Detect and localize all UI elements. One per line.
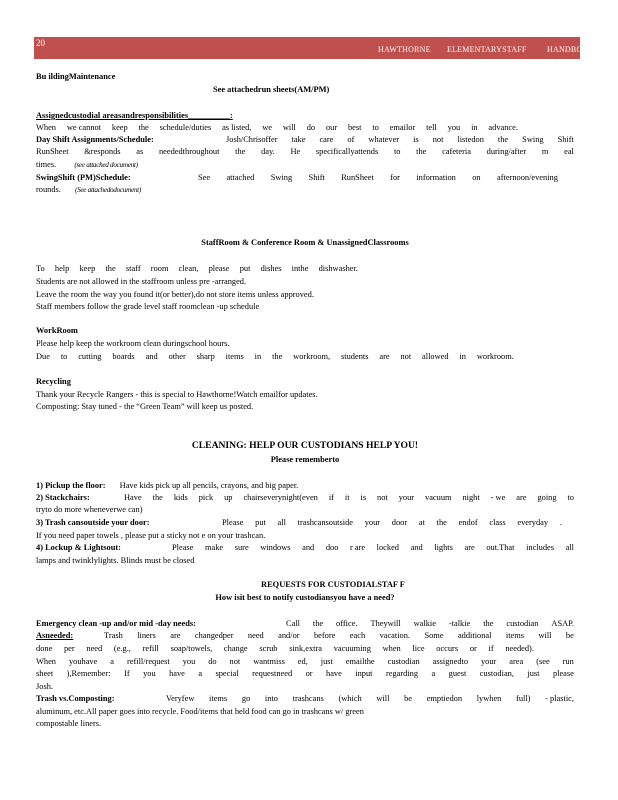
word: as listed, <box>222 123 252 132</box>
word: if <box>328 493 334 502</box>
word: refill/request <box>126 657 170 666</box>
word: and <box>410 543 423 552</box>
word: Call <box>286 619 300 628</box>
building-line2 <box>226 135 574 145</box>
word: each <box>349 631 366 640</box>
word: are <box>464 543 475 552</box>
word: guest <box>448 669 467 678</box>
word: Swing <box>522 135 544 144</box>
word: (see <box>536 657 550 666</box>
word: door <box>391 518 408 527</box>
word: boards <box>112 352 135 361</box>
item4-text <box>172 543 574 553</box>
word: not <box>229 657 241 666</box>
word: keep <box>111 123 128 132</box>
item2-cont: tryto do more wheneverwe can) <box>36 505 143 514</box>
word: vacuuming <box>333 644 371 653</box>
word: run <box>562 657 574 666</box>
word: have <box>169 669 185 678</box>
word: not <box>400 352 412 361</box>
word: regarding <box>385 669 419 678</box>
word: r are <box>349 543 366 552</box>
word: vacation. <box>379 631 411 640</box>
word: ASAP. <box>551 619 574 628</box>
trash-end: compostable liners. <box>36 719 102 728</box>
word: (e.g., <box>113 644 131 653</box>
word: windows <box>260 543 291 552</box>
word: afternoon/evening <box>496 173 558 182</box>
word: the <box>312 619 324 628</box>
requests-subtitle: How isit best to notify custodiansyou have a need? <box>215 593 395 602</box>
word: scrub <box>259 644 278 653</box>
word: take <box>291 135 306 144</box>
word: Some <box>424 631 444 640</box>
word: special <box>215 669 239 678</box>
word: in <box>254 352 262 361</box>
workroom-title: WorkRoom <box>36 326 78 335</box>
word: office. <box>336 619 358 628</box>
word: the <box>497 135 509 144</box>
word: input <box>355 669 373 678</box>
item2-text <box>124 493 574 503</box>
word: keep <box>79 264 96 273</box>
word: emptiedon <box>426 694 463 703</box>
word: information <box>416 173 456 182</box>
header-banner <box>34 37 595 59</box>
word: be <box>404 694 413 703</box>
word: put <box>239 264 251 273</box>
word: lights <box>434 543 453 552</box>
word: to <box>567 493 574 502</box>
word: care <box>319 135 334 144</box>
word: going <box>537 493 557 502</box>
asneeded-text <box>104 631 574 641</box>
word: endof <box>458 518 478 527</box>
word: the <box>138 123 149 132</box>
word: lice <box>412 644 425 653</box>
day-shift-label: Day Shift Assignments/Schedule: <box>36 135 154 144</box>
word: put <box>255 518 266 527</box>
word: Please <box>222 518 244 527</box>
staffroom-title: StaffRoom & Conference Room & UnassignedClassrooms <box>201 238 409 247</box>
word: items <box>225 352 244 361</box>
building-line5 <box>198 173 558 183</box>
word: Trash <box>104 631 123 640</box>
word: is <box>360 493 367 502</box>
trash-text <box>166 694 574 704</box>
word: on <box>472 173 481 182</box>
word: dishwasher. <box>318 264 358 273</box>
word: needed). <box>505 644 534 653</box>
word: in <box>471 123 478 132</box>
word: pick <box>198 493 214 502</box>
word: just <box>320 657 333 666</box>
word: as <box>136 147 144 156</box>
word: Please <box>172 543 194 552</box>
page-number: 20 <box>36 38 45 48</box>
item4-cont: lamps and twinklylights. Blinds must be closed <box>36 556 195 565</box>
word: everyday <box>517 518 549 527</box>
word: m <box>541 147 549 156</box>
sheet-line <box>36 669 574 679</box>
header-school: HAWTHORNE <box>378 45 431 54</box>
word: Shift <box>557 135 574 144</box>
cleaning-item1 <box>36 481 574 491</box>
word: attached <box>226 173 255 182</box>
word: need <box>86 644 103 653</box>
word: refill <box>142 644 159 653</box>
word: kids <box>173 493 188 502</box>
word: and/or <box>278 631 300 640</box>
word: schedule/duties <box>159 123 212 132</box>
word: items <box>505 631 525 640</box>
trash-cont: aluminum, etc.All paper goes into recycle. Food/items that held food can go in trashcans w/ green <box>36 707 364 716</box>
word: liners <box>137 631 156 640</box>
word: the <box>272 352 283 361</box>
word: &responds <box>84 147 121 156</box>
word: all <box>277 518 286 527</box>
word: all <box>565 543 574 552</box>
word: cutting <box>78 352 102 361</box>
word: - we <box>490 493 506 502</box>
word: will <box>538 631 552 640</box>
assigned-heading: Assignedcustodial areasandresponsibilities__________: <box>36 111 233 120</box>
word: will <box>282 123 296 132</box>
item2-label: 2) Stackchairs: <box>36 493 90 502</box>
word: youhave <box>68 657 98 666</box>
word: before <box>313 631 336 640</box>
word: Due <box>36 352 50 361</box>
word: of <box>347 135 355 144</box>
word: are <box>379 352 390 361</box>
when-line <box>36 657 574 667</box>
word: If <box>124 669 130 678</box>
word: RunSheet <box>36 147 69 156</box>
word: trashcans <box>292 694 324 703</box>
word: walkie <box>413 619 436 628</box>
word: room <box>150 264 169 273</box>
word: are <box>516 493 527 502</box>
word: you <box>143 669 156 678</box>
see-attached-doc-2: (See attachedodocument) <box>75 186 141 194</box>
word: . <box>559 518 562 527</box>
word: change <box>223 644 248 653</box>
word: into <box>264 694 278 703</box>
word: your <box>364 518 381 527</box>
word: See <box>198 173 211 182</box>
word: full) <box>516 694 531 703</box>
word: items <box>209 694 228 703</box>
word: make <box>205 543 224 552</box>
item1-text: Have kids pick up all pencils, crayons, and big paper. <box>119 481 299 490</box>
word: night <box>462 493 480 502</box>
word: occurs <box>436 644 459 653</box>
header-handbook: HANDBOOK <box>547 45 595 54</box>
word: cafeteria <box>442 147 471 156</box>
staffroom-line1 <box>36 264 358 274</box>
word: not <box>377 493 388 502</box>
cleaning-title: CLEANING: HELP OUR CUSTODIANS HELP YOU! <box>191 440 419 451</box>
word: during/after <box>486 147 527 156</box>
word: best <box>347 123 362 132</box>
word: chairseverynight(even <box>243 493 318 502</box>
word: the <box>235 147 246 156</box>
word: When <box>36 123 56 132</box>
word: RunSheet <box>341 173 374 182</box>
word: whatever <box>368 135 400 144</box>
word: the <box>416 147 427 156</box>
word: advance. <box>488 123 518 132</box>
word: class <box>489 518 506 527</box>
word: be <box>565 631 574 640</box>
word: at <box>418 518 425 527</box>
word: tell <box>426 123 437 132</box>
word: workroom. <box>476 352 514 361</box>
item1-label: 1) Pickup the floor: <box>36 481 106 490</box>
word: the <box>436 518 447 527</box>
word: a <box>110 657 114 666</box>
word: day. <box>261 147 275 156</box>
swing-shift-label: SwingShift (PM)Schedule: <box>36 173 131 182</box>
word: and <box>145 352 158 361</box>
word: allowed <box>422 352 449 361</box>
word: per <box>63 644 75 653</box>
word: the <box>152 493 163 502</box>
word: or <box>469 644 477 653</box>
word: neededthroughout <box>158 147 220 156</box>
word: He <box>290 147 301 156</box>
asneeded-label: Asneeded: <box>36 631 74 640</box>
word: it <box>344 493 350 502</box>
word: do <box>306 123 316 132</box>
word: other <box>168 352 186 361</box>
josh-line: Josh. <box>36 682 53 691</box>
word: Shift <box>308 173 325 182</box>
word: or <box>305 669 313 678</box>
word: will <box>376 694 390 703</box>
word: listedon <box>457 135 484 144</box>
word: a <box>198 669 203 678</box>
word: dishes <box>260 264 282 273</box>
word: not <box>432 135 444 144</box>
word: eal <box>564 147 574 156</box>
word: if <box>488 644 494 653</box>
word: sink,extra <box>289 644 322 653</box>
word: (which <box>338 694 362 703</box>
word: to <box>60 352 68 361</box>
word: Swing <box>270 173 293 182</box>
word: staff <box>125 264 141 273</box>
word: in <box>459 352 466 361</box>
staffroom-line3: Leave the room the way you found it(or better),do not store items unless approved. <box>36 290 314 299</box>
see-attached-doc: (see attached document) <box>74 161 138 169</box>
word: ),Remember: <box>66 669 111 678</box>
word: -talkie <box>448 619 471 628</box>
word: our <box>325 123 338 132</box>
word: Josh/Chrisoffer <box>226 135 278 144</box>
word: To <box>36 264 45 273</box>
word: a <box>431 669 436 678</box>
recycling-title: Recycling <box>36 377 71 386</box>
word: the <box>483 619 494 628</box>
times-text: times. <box>36 160 57 169</box>
word: trashcansoutside <box>297 518 353 527</box>
requests-title: REQUESTS FOR CUSTODIALSTAF F <box>261 580 405 589</box>
word: area <box>509 657 524 666</box>
cleaning-subtitle: Please rememberto <box>270 455 340 464</box>
word: have <box>326 669 342 678</box>
asneeded-cont <box>36 644 534 654</box>
word: please <box>552 669 574 678</box>
word: ed, <box>297 657 308 666</box>
emergency-label: Emergency clean -up and/or mid -day needs: <box>36 619 196 628</box>
building-line6 <box>36 185 574 195</box>
word: requestneed <box>252 669 293 678</box>
word: the <box>105 264 116 273</box>
word: you <box>447 123 461 132</box>
word: additional <box>457 631 492 640</box>
word: emailor <box>389 123 416 132</box>
word: - plastic, <box>545 694 574 703</box>
word: done <box>36 644 53 653</box>
item3-text <box>222 518 562 528</box>
header-staff: ELEMENTARYSTAFF <box>447 45 527 54</box>
word: we <box>262 123 273 132</box>
word: please <box>208 264 230 273</box>
building-run-sheets: See attachedrun sheets(AM/PM) <box>213 85 330 94</box>
staffroom-line4: Staff members follow the grade level staff roomclean -up schedule <box>36 302 260 311</box>
workroom-line1: Please help keep the workroom clean duringschool hours. <box>36 339 230 348</box>
word: custodian <box>387 657 420 666</box>
trash-label: Trash vs.Composting: <box>36 694 115 703</box>
word: sheet <box>36 669 54 678</box>
item3-cont: If you need paper towels , please put a sticky not e on your trashcan. <box>36 531 266 540</box>
word: to <box>372 123 379 132</box>
word: and <box>302 543 315 552</box>
building-line4 <box>36 160 574 170</box>
word: go <box>241 694 251 703</box>
word: specificallyattends <box>315 147 379 156</box>
word: When <box>36 657 56 666</box>
word: includes <box>526 543 554 552</box>
word: is <box>413 135 419 144</box>
word: lywhen <box>476 694 502 703</box>
emergency-text <box>286 619 574 629</box>
word: we cannot <box>66 123 102 132</box>
word: out.That <box>486 543 515 552</box>
word: changedper <box>194 631 234 640</box>
workroom-line2 <box>36 352 514 362</box>
word: students <box>341 352 369 361</box>
item4-label: 4) Lockup & Lightsout: <box>36 543 121 552</box>
word: clean, <box>178 264 199 273</box>
word: are <box>170 631 181 640</box>
word: locked <box>376 543 399 552</box>
word: when <box>382 644 401 653</box>
word: to <box>393 147 401 156</box>
word: wantmiss <box>253 657 285 666</box>
word: your <box>398 493 415 502</box>
word: for <box>390 173 400 182</box>
word: custodian <box>506 619 539 628</box>
recycling-line2: Composting: Stay tuned - the “Green Team” will keep us posted. <box>36 402 254 411</box>
building-line1 <box>36 123 518 133</box>
staffroom-line2: Students are not allowed in the staffroom unless pre -arranged. <box>36 277 247 286</box>
word: Have <box>124 493 142 502</box>
word: sure <box>234 543 249 552</box>
word: up <box>224 493 233 502</box>
word: Theywill <box>370 619 401 628</box>
word: sharp <box>196 352 215 361</box>
word: custodian, <box>479 669 514 678</box>
word: doo <box>325 543 339 552</box>
rounds-text: rounds. <box>36 185 61 194</box>
word: assignedto <box>432 657 469 666</box>
word: you <box>182 657 196 666</box>
word: need <box>247 631 264 640</box>
word: vacuum <box>425 493 452 502</box>
word: inthe <box>291 264 309 273</box>
word: just <box>527 669 540 678</box>
word: soap/towels, <box>170 644 213 653</box>
word: Veryfew <box>166 694 195 703</box>
recycling-line1: Thank your Recycle Rangers - this is special to Hawthorne!Watch emailfor updates. <box>36 390 318 399</box>
word: emailthe <box>345 657 375 666</box>
building-title: Bu ildingMaintenance <box>36 72 116 81</box>
item3-label: 3) Trash cansoutside your door: <box>36 518 150 527</box>
word: workroom, <box>293 352 331 361</box>
word: help <box>54 264 70 273</box>
word: your <box>480 657 497 666</box>
building-line3 <box>36 147 574 157</box>
word: do <box>208 657 217 666</box>
